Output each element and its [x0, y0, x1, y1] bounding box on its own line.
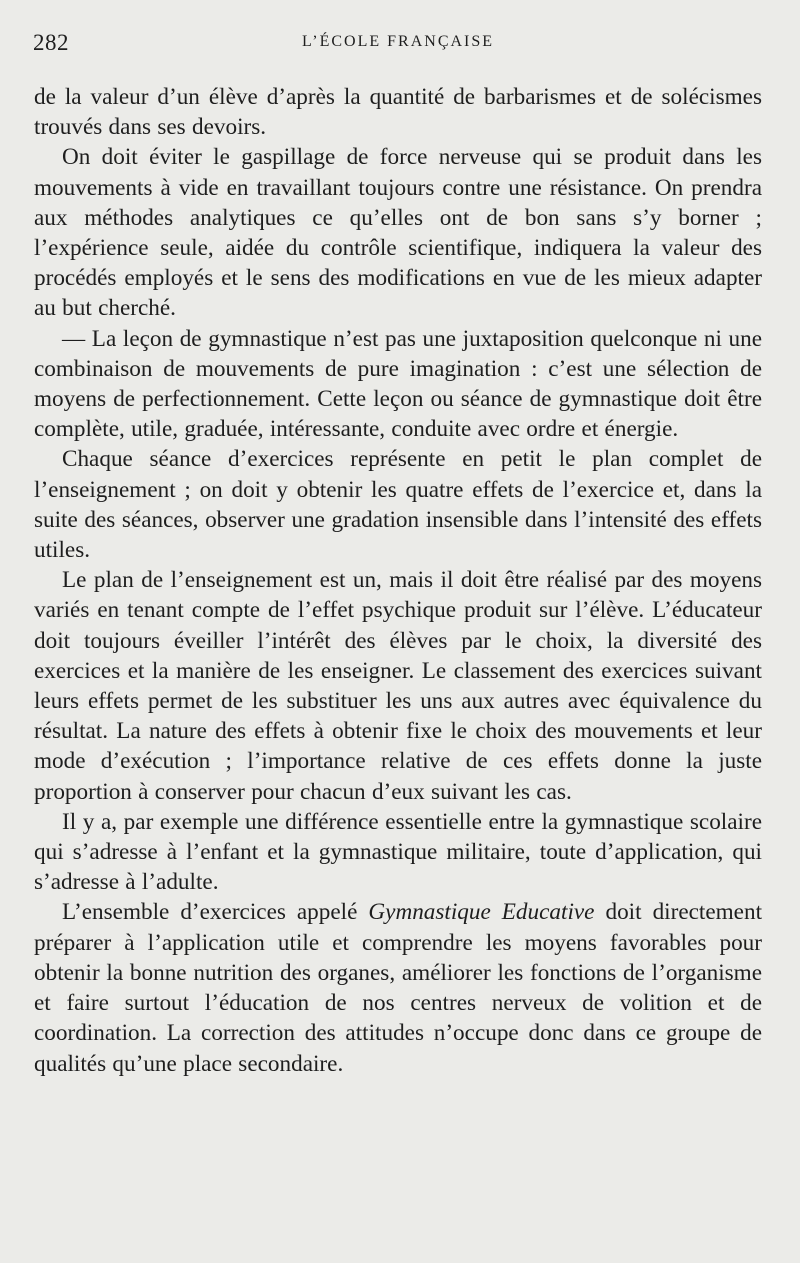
page-header: [33, 30, 763, 60]
paragraph-3: — La leçon de gymnastique n’est pas une juxtaposition quelconque ni une combinaison de mouvements de pure imagination : c’est une sélection de moyens de perfectionnement. Cette leçon ou séance de gymnastique doit être complète, utile, graduée, intéressante, conduite avec ordre et énergie.: [34, 325, 762, 443]
body-text: [34, 82, 762, 1079]
paragraph-4: Chaque séance d’exercices représente en petit le plan complet de l’enseignement ; on doit y obtenir les quatre effets de l’exercice et, dans la suite des séances, observer une gradation insensible dans l’intensité des effets utiles.: [34, 446, 762, 564]
paragraph-7: [34, 897, 762, 1078]
paragraph-5: Le plan de l’enseignement est un, mais il doit être réalisé par des moyens variés en tenant compte de l’effet psychique produit sur l’élève. L’éducateur doit toujours éveiller l’intérêt des élèves par le choix, la diversité des exercices et la manière de les enseigner. Le classement des exercices suivant leurs effets permet de les substituer les uns aux autres avec équivalence du résultat. La nature des effets à obtenir fixe le choix des mouvements et leur mode d’exécution ; l’importance relative de ces effets donne la juste proportion à conserver pour chacun d’eux suivant les cas.: [34, 567, 762, 805]
paragraph-7-start: L’ensemble d’exercices appelé: [62, 899, 369, 926]
paragraph-7-end: doit directement préparer à l’application utile et comprendre les moyens favorables pour obtenir la bonne nutrition des organes, améliorer les fonctions de l’organisme et faire surtout l’éducation de nos centres nerveux de volition et de coordination. La correction des attitudes n’occupe donc dans ce groupe de qualités qu’une place secondaire.: [34, 899, 763, 1077]
paragraph-1: de la valeur d’un élève d’après la quantité de barbarismes et de solécismes trouvés dans ses devoirs.: [34, 84, 762, 141]
page-number: 282: [33, 30, 69, 55]
running-title: L’ÉCOLE FRANÇAISE: [301, 33, 495, 50]
italic-term: Gymnastique Educative: [368, 899, 595, 926]
paragraph-6: Il y a, par exemple une différence essentielle entre la gymnastique scolaire qui s’adresse à l’enfant et la gymnastique militaire, toute d’application, qui s’adresse à l’adulte.: [34, 808, 762, 896]
paragraph-2: On doit éviter le gaspillage de force nerveuse qui se produit dans les mouvements à vide en travaillant toujours contre une résistance. On prendra aux méthodes analytiques ce qu’elles ont de bon sans s’y borner ; l’expérience seule, aidée du contrôle scientifique, indiquera la valeur des procédés employés et le sens des modifications en vue de les mieux adapter au but cherché.: [34, 144, 762, 322]
